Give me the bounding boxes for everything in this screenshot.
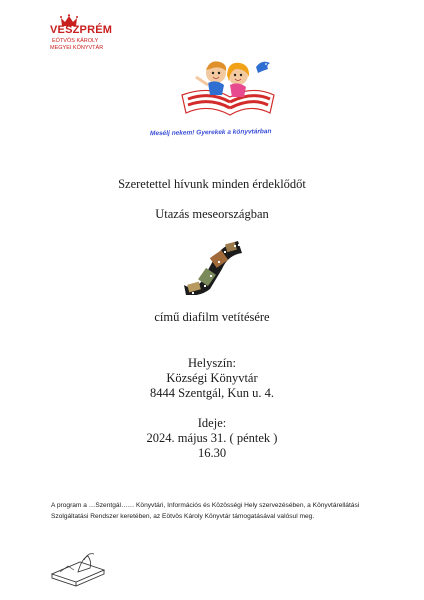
footer-note: A program a …Szentgál…… Könyvtári, Információs és Közösségi Hely szervezésében, a Könyvtárellátási Szolgáltatási Rendszer keretében, az Eötvös Károly Könyvtár támogatásával valósul meg. <box>51 502 360 520</box>
location-address: 8444 Szentgál, Kun u. 4. <box>150 386 274 400</box>
logo-type: MEGYEI KÖNYVTÁR <box>50 45 104 51</box>
film-subtitle: című diafilm vetítésére <box>154 310 270 324</box>
film-strip-icon <box>180 235 245 295</box>
illustration-slogan: Mesélj nekem! Gyerekek a könyvtárban <box>149 128 272 138</box>
time-hour: 16.30 <box>197 446 227 460</box>
film-title: Utazás meseországban <box>155 207 269 221</box>
logo-city: VESZPRÉM <box>50 24 113 36</box>
time-date: 2024. május 31. ( péntek ) <box>146 431 278 445</box>
location-label: Helyszín: <box>188 356 236 370</box>
logo-name: EÖTVÖS KÁROLY <box>52 38 99 44</box>
kids-reading-illustration <box>180 55 276 123</box>
time-label: Ideje: <box>197 416 227 430</box>
invitation-greeting: Szeretettel hívunk minden érdeklődőt <box>118 177 306 191</box>
open-book-sketch-icon <box>48 548 108 588</box>
location-venue: Községi Könyvtár <box>166 371 258 385</box>
